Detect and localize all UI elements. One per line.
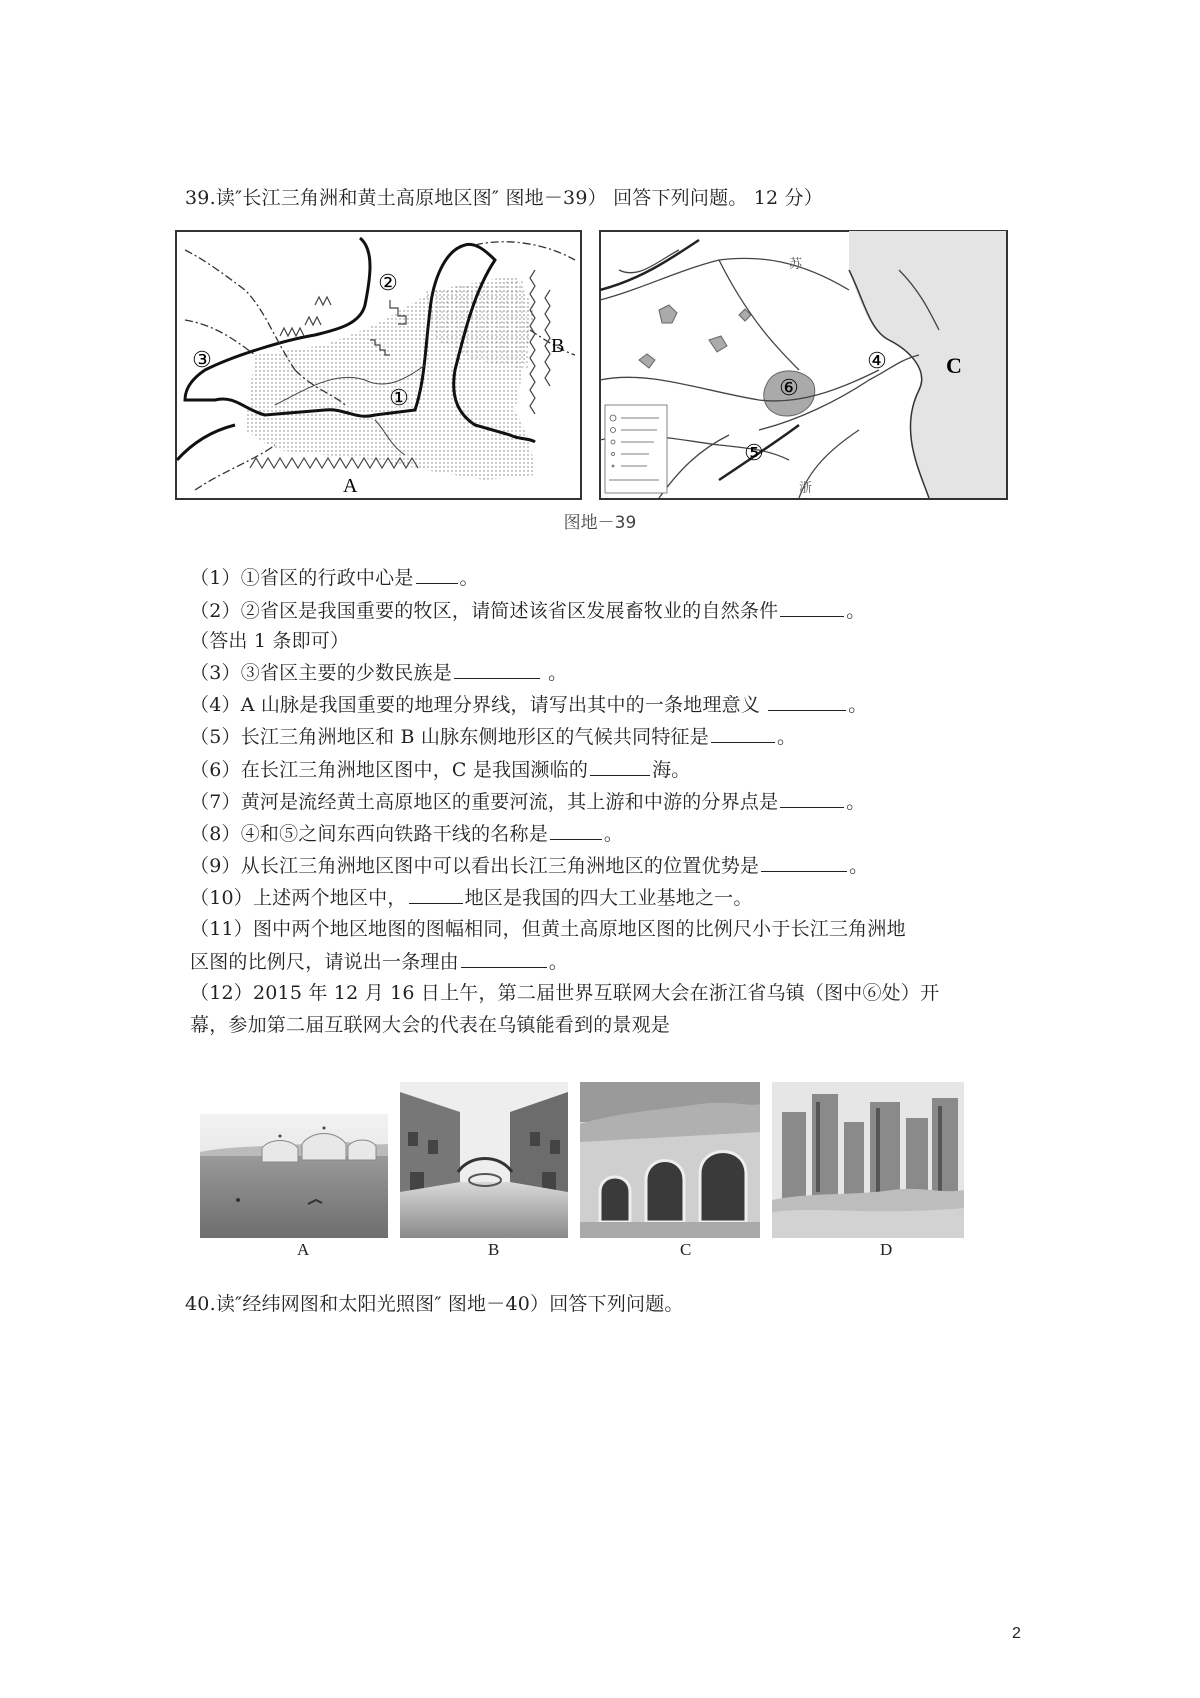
figure-caption: 图地－39 [563,513,637,533]
sea-c-label: C [946,353,962,378]
map-figure [175,230,1008,502]
answer-blank[interactable] [711,724,775,743]
loess-plateau-map [176,231,581,499]
photo-c-cave-dwellings [580,1082,760,1238]
city-6-label: ⑥ [779,376,799,401]
answer-blank[interactable] [780,598,844,617]
answer-blank[interactable] [550,821,602,840]
answer-blank[interactable] [409,885,463,904]
photo-d-city-skyline [772,1082,964,1238]
question-40-heading: 40.读″经纬网图和太阳光照图″ 图地－40）回答下列问题。 [185,1293,684,1315]
answer-blank[interactable] [416,565,458,584]
question-39-heading: 39.读″长江三角洲和黄土高原地区图″ 图地－39） 回答下列问题。 12 分） [185,187,823,209]
answer-blank[interactable] [780,789,844,808]
question-item: （7）黄河是流经黄土高原地区的重要河流，其上游和中游的分界点是 。 [190,791,866,813]
photo-label-a: A [297,1240,310,1259]
answer-blank[interactable] [768,692,846,711]
yangtze-delta-map [600,231,1007,499]
answer-blank[interactable] [461,949,547,968]
question-item: （8）④和⑤之间东西向铁路干线的名称是 。 [190,823,624,845]
city-4-label: ④ [867,349,887,374]
photo-label-b: B [488,1240,500,1259]
question-item: （1）①省区的行政中心是 。 [190,567,479,589]
question-item: （答出 1 条即可） [190,630,350,652]
mountain-a-label: A [343,475,358,497]
question-item: （5）长江三角洲地区和 B 山脉东侧地形区的气候共同特征是 。 [190,726,797,748]
province-zhe-label: 浙 [799,481,813,496]
photo-label-d: D [880,1240,893,1259]
province-su-label: 苏 [789,257,803,272]
question-item: （9）从长江三角洲地区图中可以看出长江三角洲地区的位置优势是 。 [190,855,869,877]
answer-blank[interactable] [590,757,650,776]
region-3-label: ③ [192,348,212,373]
city-5-label: ⑤ [744,441,764,466]
region-2-label: ② [378,271,398,296]
photo-a-grassland-yurts [200,1114,388,1238]
question-item: （4）A 山脉是我国重要的地理分界线，请写出其中的一条地理意义 。 [190,694,868,716]
question-item: （6）在长江三角洲地区图中，C 是我国濒临的 海。 [190,759,691,781]
question-item: （11）图中两个地区地图的图幅相同，但黄土高原地区图的比例尺小于长江三角洲地 [190,918,906,940]
answer-blank[interactable] [761,853,847,872]
question-item: （12）2015 年 12 月 16 日上午，第二届世界互联网大会在浙江省乌镇（图中⑥处）开 [190,982,940,1004]
photo-b-water-town [400,1082,568,1238]
question-item: （10）上述两个地区中， 地区是我国的四大工业基地之一。 [190,887,753,909]
question-item: （2）②省区是我国重要的牧区，请简述该省区发展畜牧业的自然条件 。 [190,600,866,622]
question-item: 幕，参加第二届互联网大会的代表在乌镇能看到的景观是 [190,1014,671,1036]
scenery-photos [200,1082,1008,1242]
question-item: 区图的比例尺，请说出一条理由 。 [190,951,569,973]
photo-label-c: C [680,1240,692,1259]
page-number: 2 [1012,1625,1021,1642]
question-item: （3）③省区主要的少数民族是 。 [190,662,568,684]
region-1-label: ① [389,386,409,411]
mountain-b-label: B [551,335,565,357]
answer-blank[interactable] [454,660,540,679]
